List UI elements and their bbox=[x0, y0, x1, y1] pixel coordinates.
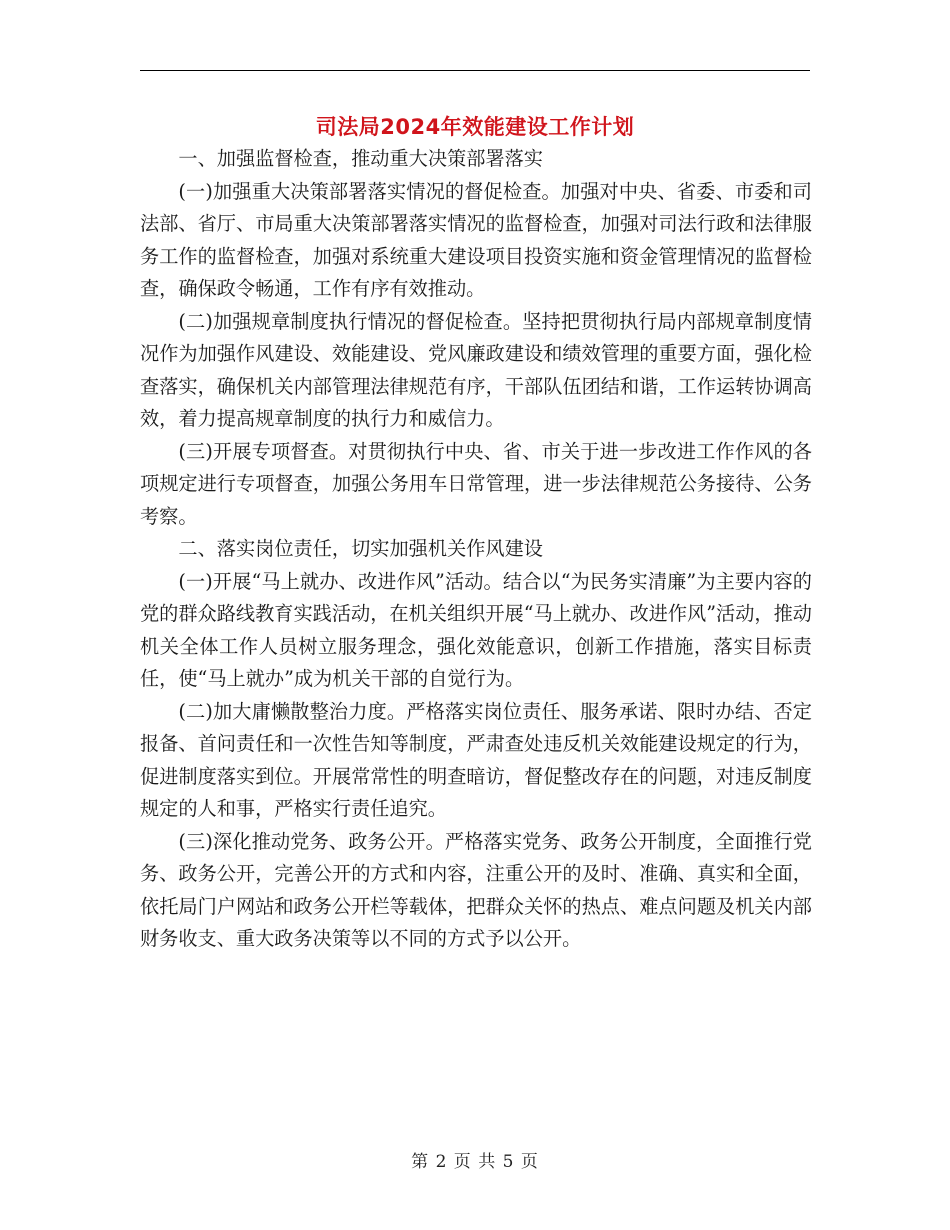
paragraph-1-1: (一)加强重大决策部署落实情况的督促检查。加强对中央、省委、市委和司法部、省厅、市局重大决策部署落实情况的监督检查，加强对司法行政和法律服务工作的监督检查，加强对系统重大建设项目投资实施和资金管理情况的监督检查，确保政令畅通，工作有序有效推动。 bbox=[140, 179, 812, 300]
paragraph-2-1: (一)开展“马上就办、改进作风”活动。结合以“为民务实清廉”为主要内容的党的群众路线教育实践活动，在机关组织开展“马上就办、改进作风”活动，推动机关全体工作人员树立服务理念，强化效能意识，创新工作措施，落实目标责任，使“马上就办”成为机关干部的自觉行为。 bbox=[140, 569, 812, 690]
paragraph-2-3: (三)深化推动党务、政务公开。严格落实党务、政务公开制度，全面推行党务、政务公开，完善公开的方式和内容，注重公开的及时、准确、真实和全面，依托局门户网站和政务公开栏等载体，把群众关怀的热点、难点问题及机关内部财务收支、重大政务决策等以不同的方式予以公开。 bbox=[140, 829, 812, 950]
page-number-footer: 第 2 页 共 5 页 bbox=[411, 1152, 539, 1172]
document-title: 司法局2024年效能建设工作计划 bbox=[315, 115, 635, 139]
header-rule bbox=[140, 70, 810, 71]
document-body bbox=[140, 143, 812, 956]
paragraph-2-2: (二)加大庸懒散整治力度。严格落实岗位责任、服务承诺、限时办结、否定报备、首问责任和一次性告知等制度，严肃查处违反机关效能建设规定的行为，促进制度落实到位。开展常常性的明查暗访，督促整改存在的问题，对违反制度规定的人和事，严格实行责任追究。 bbox=[140, 699, 812, 820]
paragraph-1-3: (三)开展专项督查。对贯彻执行中央、省、市关于进一步改进工作作风的各项规定进行专项督查，加强公务用车日常管理，进一步法律规范公务接待、公务考察。 bbox=[140, 439, 812, 528]
paragraph-1-2: (二)加强规章制度执行情况的督促检查。坚持把贯彻执行局内部规章制度情况作为加强作风建设、效能建设、党风廉政建设和绩效管理的重要方面，强化检查落实，确保机关内部管理法律规范有序，干部队伍团结和谐，工作运转协调高效，着力提高规章制度的执行力和威信力。 bbox=[140, 309, 812, 430]
section-heading-2: 二、落实岗位责任，切实加强机关作风建设 bbox=[178, 537, 543, 560]
section-heading-1: 一、加强监督检查，推动重大决策部署落实 bbox=[178, 147, 543, 170]
